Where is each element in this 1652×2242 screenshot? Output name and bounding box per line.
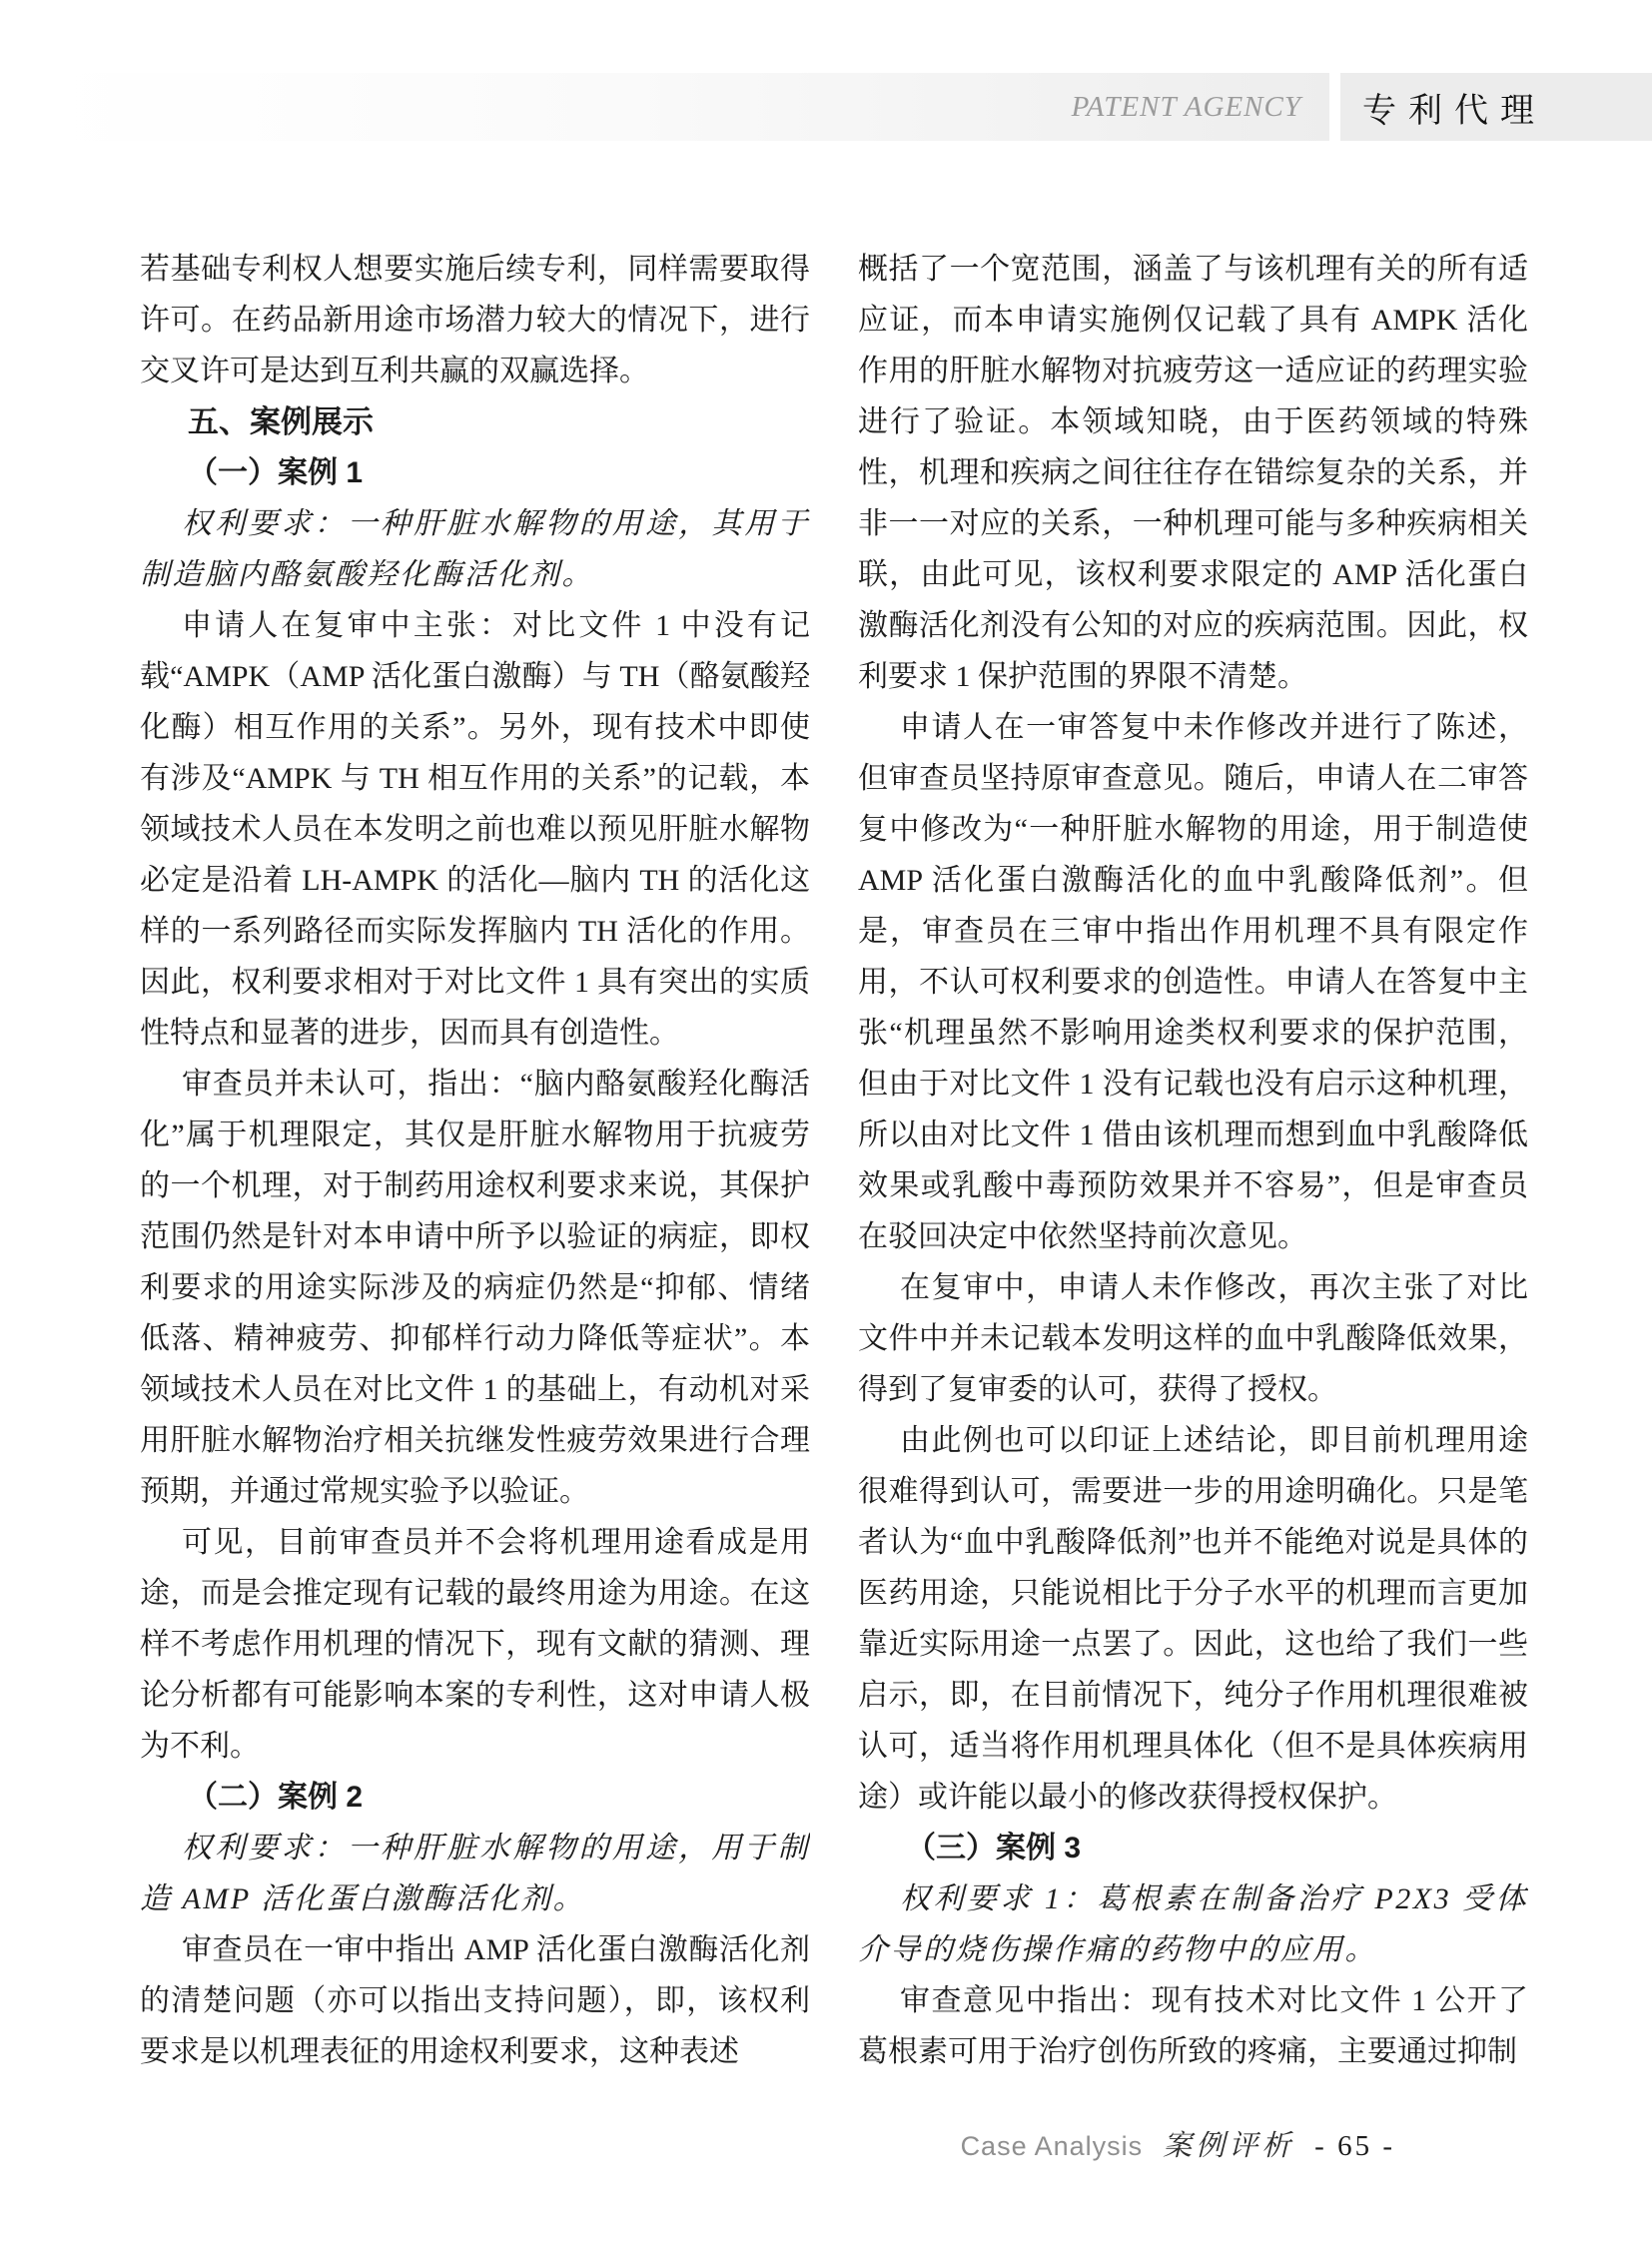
article-body [140,244,1528,2077]
case-heading: （三）案例 3 [906,1832,1082,1865]
paragraph: 申请人在复审中主张：对比文件 1 中没有记载“AMPK（AMP 活化蛋白激酶）与 TH（酪氨酸羟化酶）相互作用的关系”。另外，现有技术中即使有涉及“AMPK 与 TH 相互作用的关系”的记载，本领域技术人员在本发明之前也难以预见肝脏水解物必定是沿着 LH-AMPK 的活化—脑内 TH 的活化这样的一系列路径而实际发挥脑内 TH 活化的作用。因此，权利要求相对于对比文件 1 具有突出的实质性特点和显著的进步，因而具有创造性。 [140,609,810,1050]
claim-text: 权利要求：一种肝脏水解物的用途，其用于制造脑内酪氨酸羟化酶活化剂。 [140,507,810,591]
footer-column-name-zh: 案例评析 [1163,2130,1295,2162]
paragraph: 在复审中，申请人未作修改，再次主张了对比文件中并未记载本发明这样的血中乳酸降低效果，得到了复审委的认可，获得了授权。 [858,1271,1528,1406]
page-footer [961,2123,1395,2164]
footer-column-name-en: Case Analysis [960,2131,1144,2161]
paragraph: 审查员在一审中指出 AMP 活化蛋白激酶活化剂的清楚问题（亦可以指出支持问题），即，该权利要求是以机理表征的用途权利要求，这种表述 [140,1933,810,2068]
article-column-right [858,244,1528,2077]
header-gradient-band [40,73,1329,141]
paragraph: 可见，目前审查员并不会将机理用途看成是用途，而是会推定现有记载的最终用途为用途。在这样不考虑作用机理的情况下，现有文献的猜测、理论分析都有可能影响本案的专利性，这对申请人极为不利。 [140,1526,810,1763]
claim-text: 权利要求：一种肝脏水解物的用途，用于制造 AMP 活化蛋白激酶活化剂。 [140,1832,810,1915]
paragraph: 由此例也可以印证上述结论，即目前机理用途很难得到认可，需要进一步的用途明确化。只是笔者认为“血中乳酸降低剂”也并不能绝对说是具体的医药用途，只能说相比于分子水平的机理而言更加靠近实际用途一点罢了。因此，这也给了我们一些启示，即，在目前情况下，纯分子作用机理很难被认可，适当将作用机理具体化（但不是具体疾病用途）或许能以最小的修改获得授权保护。 [858,1424,1528,1814]
case-heading: （一）案例 1 [188,456,364,489]
header-section-title-en: PATENT AGENCY [1071,90,1301,123]
paragraph-continuation: 概括了一个宽范围，涵盖了与该机理有关的所有适应证，而本申请实施例仅记载了具有 AMPK 活化作用的肝脏水解物对抗疲劳这一适应证的药理实验进行了验证。本领域知晓，由于医药领域的特殊性，机理和疾病之间往往存在错综复杂的关系，并非一一对应的关系，一种机理可能与多种疾病相关联，由此可见，该权利要求限定的 AMP 活化蛋白激酶活化剂没有公知的对应的疾病范围。因此，权利要求 1 保护范围的界限不清楚。 [858,253,1528,693]
claim-text: 权利要求 1：葛根素在制备治疗 P2X3 受体介导的烧伤操作痛的药物中的应用。 [858,1882,1528,1966]
case-heading: （二）案例 2 [188,1781,364,1814]
paragraph: 审查意见中指出：现有技术对比文件 1 公开了葛根素可用于治疗创伤所致的疼痛，主要通过抑制 [858,1984,1528,2068]
footer-page-number: - 65 - [1314,2130,1395,2162]
header-section-title-zh: 专利代理 [1362,91,1546,130]
article-column-left [140,244,810,2077]
paragraph-continuation: 若基础专利权人想要实施后续专利，同样需要取得许可。在药品新用途市场潜力较大的情况下，进行交叉许可是达到互利共赢的双赢选择。 [140,253,810,387]
paragraph: 审查员并未认可，指出：“脑内酪氨酸羟化酶活化”属于机理限定，其仅是肝脏水解物用于抗疲劳的一个机理，对于制药用途权利要求来说，其保护范围仍然是针对本申请中所予以验证的病症，即权利要求的用途实际涉及的病症仍然是“抑郁、情绪低落、精神疲劳、抑郁样行动力降低等症状”。本领域技术人员在对比文件 1 的基础上，有动机对采用肝脏水解物治疗相关抗继发性疲劳效果进行合理预期，并通过常规实验予以验证。 [140,1068,810,1508]
header-section-box [1340,73,1652,141]
paragraph: 申请人在一审答复中未作修改并进行了陈述，但审查员坚持原审查意见。随后，申请人在二审答复中修改为“一种肝脏水解物的用途，用于制造使 AMP 活化蛋白激酶活化的血中乳酸降低剂”。但是，审查员在三审中指出作用机理不具有限定作用，不认可权利要求的创造性。申请人在答复中主张“机理虽然不影响用途类权利要求的保护范围，但由于对比文件 1 没有记载也没有启示这种机理，所以由对比文件 1 借由该机理而想到血中乳酸降低效果或乳酸中毒预防效果并不容易”，但是审查员在驳回决定中依然坚持前次意见。 [858,711,1528,1253]
section-heading: 五、案例展示 [188,404,374,439]
